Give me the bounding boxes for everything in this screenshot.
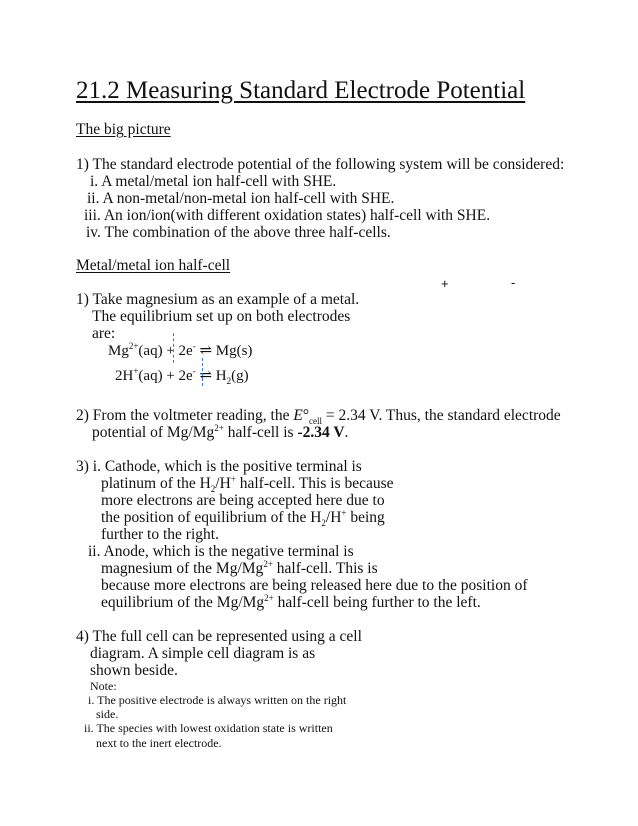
equation-hydrogen: 2H+(aq) + 2e- ⇌ $H_2(g)$ [115,366,249,386]
list-item: iii. An ion/ion(with different oxidation states) half-cell with SHE. [84,207,491,224]
big-picture-intro: 1) The standard electrode potential of the following system will be considered: [76,156,565,173]
paragraph-4-line: shown beside. [90,662,178,679]
paragraph-3-line: ii. Anode, which is the negative terminal is [88,543,354,560]
positive-terminal-sign: + [441,276,449,291]
metal-section-heading: Metal/metal ion half-cell [76,257,231,274]
paragraph-4-line: diagram. A simple cell diagram is as [90,645,316,662]
equilibrium-arrow-icon: ⇌ [199,368,213,384]
list-item: i. A metal/metal ion half-cell with SHE. [90,173,337,190]
paragraph-1-line: are: [92,325,116,342]
paragraph-1-line: The equilibrium set up on both electrodes [92,308,351,325]
note-line: i. The positive electrode is always written on the right [88,693,347,707]
paragraph-3-line: because more electrons are being released here due to the position of [101,577,528,594]
note-line: side. [96,707,119,721]
paragraph-4-line: 4) The full cell can be represented using a cell [76,628,362,645]
negative-terminal-sign: - [511,275,516,290]
list-item: iv. The combination of the above three half-cells. [86,224,391,241]
divider-dashed [173,333,174,363]
paragraph-3-line: the position of equilibrium of the $H_2/H^+$ being [101,507,385,529]
paragraph-2-line-2: potential of $Mg/Mg^{2+}$ half-cell is -2.34 V. [92,422,349,441]
equation-magnesium: $Mg^{2+}(aq) + 2e^-$ ⇌ Mg(s) [108,341,253,359]
big-picture-heading: The big picture [76,121,171,138]
paragraph-3-line: platinum of the $H_2/H^+$ half-cell. This is because [101,473,394,495]
paragraph-3-line: magnesium of the $Mg/Mg^{2+}$ half-cell. This is [101,558,378,577]
paragraph-3-line: further to the right. [101,526,219,543]
divider-dashed [202,358,203,386]
note-line: next to the inert electrode. [96,736,222,750]
page-title: 21.2 Measuring Standard Electrode Potential [76,77,526,104]
paragraph-3-line: more electrons are being accepted here due to [101,492,385,509]
paragraph-3-line: equilibrium of the $Mg/Mg^{2+}$ half-cell being further to the left. [101,592,481,611]
note-line: ii. The species with lowest oxidation state is written [84,721,333,735]
paragraph-1-line: 1) Take magnesium as an example of a metal. [76,291,360,308]
list-item: ii. A non-metal/non-metal ion half-cell with SHE. [87,190,395,207]
paragraph-2-line-1: 2) From the voltmeter reading, the $E^\circ_{cell} = 2.34$ V. Thus, the standard electrode [76,407,561,427]
paragraph-3-line: 3) i. Cathode, which is the positive terminal is [76,458,362,475]
note-line: Note: [90,679,117,693]
equilibrium-arrow-icon: ⇌ [199,343,213,359]
